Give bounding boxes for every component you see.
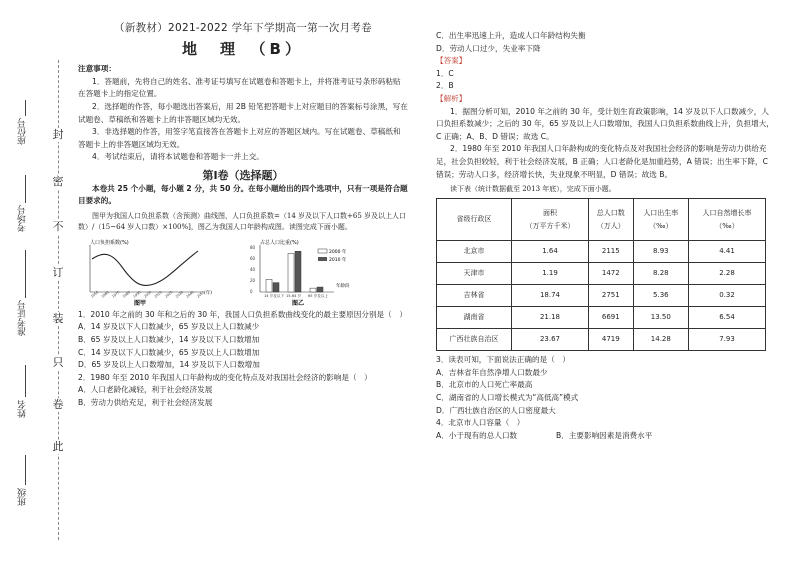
q1-stem: 1．2010 年之前的 30 年和之后的 30 年，我国人口负担系数曲线变化的最主要原因分别是（ ） xyxy=(78,309,407,319)
q4-options xyxy=(436,430,776,443)
table-cell: 4.41 xyxy=(689,241,766,263)
fig-yi-category: 65 岁及以上 xyxy=(308,293,329,298)
table-header: 省级行政区 xyxy=(437,199,512,241)
field-exam-room: 考场号 xyxy=(18,205,28,232)
q2-option: B．劳动力供给充足，利于社会经济发展 xyxy=(78,397,213,407)
legend-2010: 2010 年 xyxy=(329,257,347,263)
fig-jia-x-tick: 1980 xyxy=(121,289,132,299)
exam-title: （新教材）2021-2022 学年下学期高一第一次月考卷 xyxy=(114,22,372,34)
seal-char: 只 xyxy=(46,356,70,370)
fig-yi-y-tick: 80 xyxy=(250,244,256,250)
fig-jia-x-tick: 2030 xyxy=(174,289,185,299)
class-line xyxy=(25,455,26,485)
figure-yi xyxy=(246,237,386,307)
fig-yi-y-tick: 40 xyxy=(250,266,256,272)
table-header: 人口出生率 （‰） xyxy=(633,199,688,241)
fig-jia-x-tick: 2050 xyxy=(196,289,206,299)
ticket-number-line xyxy=(25,250,26,298)
legend-swatch-2010 xyxy=(318,257,327,261)
seal-char: 此 xyxy=(46,440,70,454)
fig-jia-x-tick: 1960 xyxy=(100,289,110,299)
q2-stem: 2．1980 年至 2010 年我国人口年龄构成的变化特点及对我国社会经济的影响是（ ） xyxy=(78,372,372,382)
fig-yi-xlabel: 年龄段 xyxy=(336,283,350,289)
q2-option: C．出生率迅速上升，造成人口年龄结构失衡 xyxy=(436,31,586,40)
table-cell: 1.19 xyxy=(512,263,589,285)
notice-heading: 注意事项： xyxy=(78,64,116,74)
fig-yi-ylabel: 占总人口比重(%) xyxy=(260,239,299,246)
table-row xyxy=(437,329,766,351)
exam-room-line xyxy=(25,175,26,203)
table-cell: 13.50 xyxy=(633,307,688,329)
bar-2000 xyxy=(288,253,294,292)
table-cell: 23.67 xyxy=(512,329,589,351)
table-cell: 6691 xyxy=(588,307,633,329)
q4-stem: 4．北京市人口容量（ ） xyxy=(436,418,525,428)
table-header: 总人口数 （万人） xyxy=(588,199,633,241)
fig-yi-category: 15-64 岁 xyxy=(286,293,302,298)
table-cell-region: 广西壮族自治区 xyxy=(437,329,512,351)
q3-stem: 3．读表可知，下面说法正确的是（ ） xyxy=(436,355,570,365)
figures-row xyxy=(78,237,408,307)
fig-jia-x-tick: 2000 xyxy=(143,289,153,299)
q3-option: C．湖南省的人口增长模式为“高低高”模式 xyxy=(436,392,579,402)
notice-item: 1．答题前，先将自己的姓名、准考证号填写在试题卷和答题卡上，并将准考证号条形码粘贴在答题卡上的指定位置。 xyxy=(78,76,401,99)
bar-2010 xyxy=(295,251,301,292)
table-cell: 6.54 xyxy=(689,307,766,329)
table-row xyxy=(437,263,766,285)
fig-jia-xlabel: (年) xyxy=(204,290,213,296)
seal-char: 封 xyxy=(46,128,70,142)
legend-2000: 2000 年 xyxy=(329,249,347,255)
part1-title: 第Ⅰ卷（选择题） xyxy=(202,168,284,182)
bar-2010 xyxy=(273,282,279,291)
table-cell-region: 北京市 xyxy=(437,241,512,263)
notice-item: 4．考试结束后，请将本试题卷和答题卡一并上交。 xyxy=(92,152,264,162)
seal-char: 卷 xyxy=(46,398,70,412)
figure-jia xyxy=(82,237,232,307)
table-cell: 8.93 xyxy=(633,241,688,263)
fig-yi-y-tick: 0 xyxy=(250,288,253,294)
analysis-item: 2．1980 年至 2010 年我国人口年龄构成的变化特点及对我国社会经济的影响是劳动力供给充足，社会负担较轻，利于社会经济发展，B 正确；人口老龄化是加重趋势，A 错误；出生率下降，C 错误；劳动人口多，经济增长快，失业现象不明显，D 错误；故选 B。 xyxy=(436,144,768,179)
seal-char: 订 xyxy=(46,266,70,280)
table-header: 面积 （万平方千米） xyxy=(512,199,589,241)
fig-jia-ylabel: 人口负担系数(%) xyxy=(90,239,129,246)
table-cell: 21.18 xyxy=(512,307,589,329)
seal-char: 装 xyxy=(46,312,70,326)
fig-jia-x-tick: 1950 xyxy=(90,289,100,299)
fig-yi-category: 14 岁及以下 xyxy=(264,293,285,298)
table-row xyxy=(437,241,766,263)
field-seat-number: 座位号 xyxy=(18,118,28,145)
answer-item: 2．B xyxy=(436,81,454,91)
table-cell: 2751 xyxy=(588,285,633,307)
table-cell: 0.32 xyxy=(689,285,766,307)
left-column xyxy=(78,0,408,409)
fig-jia-x-tick: 2020 xyxy=(164,289,174,299)
field-class: 班级 xyxy=(18,488,28,506)
table-cell: 18.74 xyxy=(512,285,589,307)
fig-jia-x-tick: 2040 xyxy=(185,289,195,299)
table-cell-region: 湖南省 xyxy=(437,307,512,329)
bar-2010 xyxy=(317,287,323,292)
notice-item: 3．非选择题的作答，用签字笔直接答在答题卡上对应的答题区域内。写在试题卷、草稿纸和答题卡上的非答题区域均无效。 xyxy=(78,127,401,149)
dependency-ratio-curve xyxy=(92,251,198,285)
seal-char: 密 xyxy=(46,175,70,189)
bar-2000 xyxy=(266,279,272,292)
table-cell: 8.28 xyxy=(633,263,688,285)
part1-instruction: 本卷共 25 个小题，每小题 2 分，共 50 分。在每小题给出的四个选项中，只有一项是符合题目要求的。 xyxy=(78,183,408,206)
field-ticket-number: 准考证号 xyxy=(18,300,28,336)
table-cell: 2115 xyxy=(588,241,633,263)
fig-yi-caption: 图乙 xyxy=(292,299,305,307)
q2-option: D．劳动人口过少，失业率下降 xyxy=(436,43,541,53)
table-cell: 2.28 xyxy=(689,263,766,285)
q3-option: A．吉林省年自然净增人口数最少 xyxy=(436,367,548,377)
analysis-item: 1．据图分析可知，2010 年之前的 30 年，受计划生育政策影响，14 岁及以下人口数减少，人口负担系数减少；之后的 30 年，65 岁及以上人口数增加，我国人口负担系数曲线上升，负担增大，C 正确；A、B、D 错误；故选 C。 xyxy=(436,106,774,141)
table-cell: 7.93 xyxy=(689,329,766,351)
q3-option: D．广西壮族自治区的人口密度最大 xyxy=(436,405,556,415)
q4-option: B．主要影响因素是消费水平 xyxy=(555,430,653,440)
q1-option: D．65 岁及以上人口数增加，14 岁及以下人口数增加 xyxy=(78,360,260,370)
fig-jia-caption: 图甲 xyxy=(134,299,147,307)
table-cell-region: 吉林省 xyxy=(437,285,512,307)
fig-jia-x-tick: 1990 xyxy=(132,289,142,299)
table-cell: 5.36 xyxy=(633,285,688,307)
population-table xyxy=(436,198,766,351)
q4-option: A．小于现有的总人口数 xyxy=(436,430,518,440)
table-row xyxy=(437,307,766,329)
right-column xyxy=(436,30,776,442)
name-line xyxy=(25,365,26,397)
q1-option: B．65 岁及以上人口数减少，14 岁及以下人口数增加 xyxy=(78,334,260,344)
subject-title: 地 理 （B） xyxy=(182,39,304,58)
figure-intro: 图甲为我国人口负担系数（含预测）曲线图，人口负担系数=（14 岁及以下人口数+65 岁及以上人口数）/（15~64 岁人口数）×100%]，图乙为我国人口年龄构成图。读图完成下面小题。 xyxy=(78,211,406,231)
binding-strip xyxy=(0,0,70,562)
answer-item: 1．C xyxy=(436,68,454,78)
q2-option: A．人口老龄化减轻，利于社会经济发展 xyxy=(78,385,213,395)
fig-jia-x-tick: 2010 xyxy=(153,289,163,299)
table-intro: 读下表（统计数据截至 2013 年底），完成下面小题。 xyxy=(450,185,616,194)
field-name: 姓名 xyxy=(18,400,28,418)
answer-label: 【答案】 xyxy=(436,56,467,66)
table-cell: 1.64 xyxy=(512,241,589,263)
table-row xyxy=(437,285,766,307)
seat-number-line xyxy=(25,100,26,116)
table-header-row xyxy=(437,199,766,241)
notice-item: 2．选择题的作答，每小题选出答案后，用 2B 铅笔把答题卡上对应题目的答案标号涂黑，写在试题卷、草稿纸和答题卡上的非答题区域均无效。 xyxy=(78,101,408,124)
analysis-label: 【解析】 xyxy=(436,93,467,103)
fig-jia-x-tick: 1970 xyxy=(111,289,121,299)
q1-option: C．14 岁及以下人口数减少，65 岁及以上人口数增加 xyxy=(78,347,260,357)
table-cell: 1472 xyxy=(588,263,633,285)
fig-yi-y-tick: 20 xyxy=(250,277,256,283)
table-header: 人口自然增长率 （‰） xyxy=(689,199,766,241)
table-cell: 4719 xyxy=(588,329,633,351)
table-cell: 14.28 xyxy=(633,329,688,351)
bar-2000 xyxy=(310,288,316,292)
legend-swatch-2000 xyxy=(318,249,327,253)
fig-yi-y-tick: 60 xyxy=(250,255,256,261)
q3-option: B．北京市的人口死亡率最高 xyxy=(436,380,533,390)
q1-option: A．14 岁及以下人口数减少，65 岁及以上人口数减少 xyxy=(78,322,260,332)
seal-char: 不 xyxy=(46,220,70,234)
table-cell-region: 天津市 xyxy=(437,263,512,285)
